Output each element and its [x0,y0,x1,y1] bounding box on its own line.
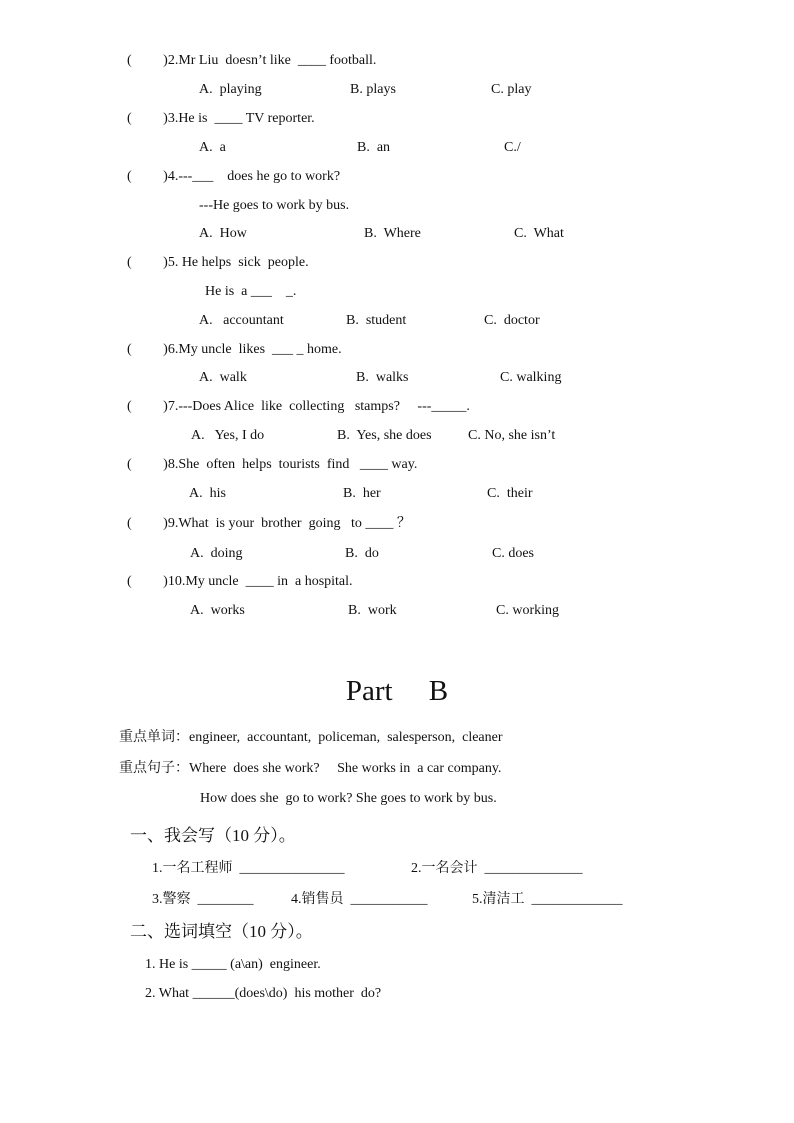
key-sentences-line-1: 重点句子：Where does she work? She works in a car company. [119,761,502,776]
question-8-option-a: A. his [189,486,226,501]
question-5-option-b: B. student [346,313,407,328]
section-2-item-1: 1. He is _____ (a\an) engineer. [145,957,321,972]
question-3-option-b: B. an [357,140,391,155]
question-5-answer-line: He is a ___ _. [205,284,297,299]
question-3-stem: ( )3.He is ____ TV reporter. [127,111,315,126]
question-3-option-a: A. a [199,140,226,155]
section-1-item-3: 3.警察 ________ [152,892,254,907]
question-5-option-a: A. accountant [199,313,284,328]
question-4-answer-line: ---He goes to work by bus. [199,198,350,213]
question-9-stem: ( )9.What is your brother going to ____ ？ [127,516,411,531]
question-6-option-b: B. walks [356,370,409,385]
section-2-heading: 二、选词填空（10 分）。 [130,922,313,941]
question-4-stem: ( )4.---___ does he go to work? [127,169,341,184]
section-2-item-2: 2. What ______(does\do) his mother do? [145,986,382,1001]
question-6-option-a: A. walk [199,370,247,385]
part-title: Part B [345,675,449,707]
question-6-option-c: C. walking [500,370,562,385]
question-7-stem: ( )7.---Does Alice like collecting stamps? ---_____. [127,399,470,414]
question-10-option-c: C. working [496,603,559,618]
question-9-option-c: C. does [492,546,534,561]
question-7-option-b: B. Yes, she does [337,428,432,443]
question-2-option-c: C. play [491,82,532,97]
key-words: 重点单词：engineer, accountant, policeman, salesperson, cleaner [119,730,503,745]
question-9-option-a: A. doing [190,546,243,561]
question-8-option-c: C. their [487,486,533,501]
question-6-stem: ( )6.My uncle likes ___ _ home. [127,342,342,357]
question-2-option-b: B. plays [350,82,396,97]
question-10-option-b: B. work [348,603,397,618]
section-1-heading: 一、我会写（10 分）。 [130,826,296,845]
question-2-option-a: A. playing [199,82,262,97]
question-7-option-a: A. Yes, I do [191,428,265,443]
question-10-option-a: A. works [190,603,245,618]
question-2-stem: ( )2.Mr Liu doesn’t like ____ football. [127,53,377,68]
question-5-option-c: C. doctor [484,313,540,328]
section-1-item-2: 2.一名会计 ______________ [411,861,583,876]
question-4-option-a: A. How [199,226,247,241]
question-4-option-b: B. Where [364,226,421,241]
section-1-item-1: 1.一名工程师 _______________ [152,861,345,876]
question-9-option-b: B. do [345,546,379,561]
question-4-option-c: C. What [514,226,564,241]
key-sentences-line-2: How does she go to work? She goes to work by bus. [200,791,497,806]
question-8-stem: ( )8.She often helps tourists find ____ way. [127,457,418,472]
question-5-stem: ( )5. He helps sick people. [127,255,309,270]
section-1-item-5: 5.清洁工 _____________ [472,892,623,907]
question-7-option-c: C. No, she isn’t [468,428,556,443]
question-8-option-b: B. her [343,486,381,501]
question-10-stem: ( )10.My uncle ____ in a hospital. [127,574,353,589]
section-1-item-4: 4.销售员 ___________ [291,892,428,907]
question-3-option-c: C./ [504,140,521,155]
